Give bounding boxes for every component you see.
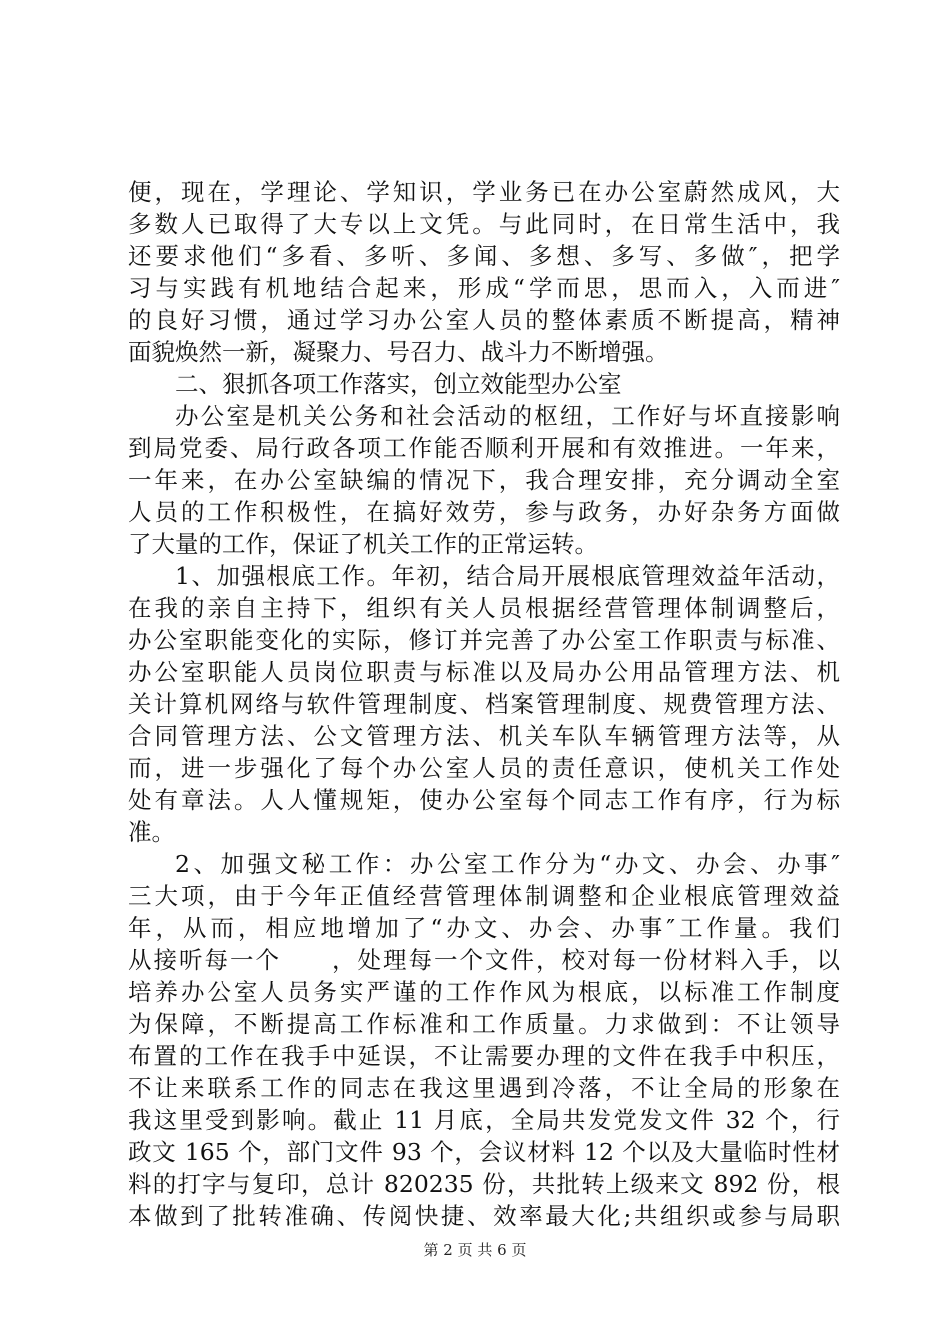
text-line: 2、加强文秘工作：办公室工作分为“办文、办会、办事″: [175, 850, 840, 878]
text-line: 办公室职能人员岗位职责与标准以及局办公用品管理方法、机: [128, 658, 840, 686]
text-line: 合同管理方法、公文管理方法、机关车队车辆管理方法等，从: [128, 722, 840, 750]
text-line: 本做到了批转准确、传阅快捷、效率最大化;共组织或参与局职: [128, 1202, 840, 1230]
text-line: 的良好习惯，通过学习办公室人员的整体素质不断提高，精神: [128, 306, 840, 334]
text-line: 政文 165 个，部门文件 93 个，会议材料 12 个以及大量临时性材: [128, 1138, 840, 1166]
text-line: 习与实践有机地结合起来，形成“学而思，思而入，入而进″: [128, 274, 840, 302]
text-line: 二、狠抓各项工作落实，创立效能型办公室: [175, 370, 622, 398]
text-line: 1、加强根底工作。年初，结合局开展根底管理效益年活动，: [175, 562, 840, 590]
text-line: 料的打字与复印，总计 820235 份，共批转上级来文 892 份，根: [128, 1170, 840, 1198]
text-line: 布置的工作在我手中延误，不让需要办理的文件在我手中积压，: [128, 1042, 840, 1070]
text-line: 人员的工作积极性，在搞好效劳，参与政务，办好杂务方面做: [128, 498, 840, 526]
text-line: 三大项，由于今年正值经营管理体制调整和企业根底管理效益: [128, 882, 840, 910]
text-line: 办公室职能变化的实际，修订并完善了办公室工作职责与标准、: [128, 626, 840, 654]
text-line: 为保障，不断提高工作标准和工作质量。力求做到：不让领导: [128, 1010, 840, 1038]
text-line: 关计算机网络与软件管理制度、档案管理制度、规费管理方法、: [128, 690, 840, 718]
text-line: 在我的亲自主持下，组织有关人员根据经营管理体制调整后，: [128, 594, 840, 622]
text-line: 了大量的工作，保证了机关工作的正常运转。: [128, 530, 598, 558]
text-line: 我这里受到影响。截止 11 月底，全局共发党发文件 32 个，行: [128, 1106, 840, 1134]
text-line: 到局党委、局行政各项工作能否顺利开展和有效推进。一年来，: [128, 434, 840, 462]
text-line: 便，现在，学理论、学知识，学业务已在办公室蔚然成风，大: [128, 178, 840, 206]
text-line: 准。: [128, 818, 175, 846]
text-line: 一年来，在办公室缺编的情况下，我合理安排，充分调动全室: [128, 466, 840, 494]
text-line: 面貌焕然一新，凝聚力、号召力、战斗力不断增强。: [128, 338, 669, 366]
text-line: 从接听每一个 ，处理每一个文件，校对每一份材料入手，以: [128, 946, 840, 974]
text-line: 办公室是机关公务和社会活动的枢纽，工作好与坏直接影响: [175, 402, 840, 430]
page-footer: 第 2 页 共 6 页: [423, 1241, 527, 1259]
text-line: 培养办公室人员务实严谨的工作作风为根底，以标准工作制度: [128, 978, 840, 1006]
text-line: 还要求他们“多看、多听、多闻、多想、多写、多做″，把学: [128, 242, 840, 270]
text-line: 处有章法。人人懂规矩，使办公室每个同志工作有序，行为标: [128, 786, 840, 814]
document-body: [128, 176, 840, 1232]
text-line: 而，进一步强化了每个办公室人员的责任意识，使机关工作处: [128, 754, 840, 782]
text-line: 不让来联系工作的同志在我这里遇到冷落，不让全局的形象在: [128, 1074, 840, 1102]
text-line: 多数人已取得了大专以上文凭。与此同时，在日常生活中，我: [128, 210, 840, 238]
text-line: 年，从而，相应地增加了“办文、办会、办事″工作量。我们: [128, 914, 840, 942]
